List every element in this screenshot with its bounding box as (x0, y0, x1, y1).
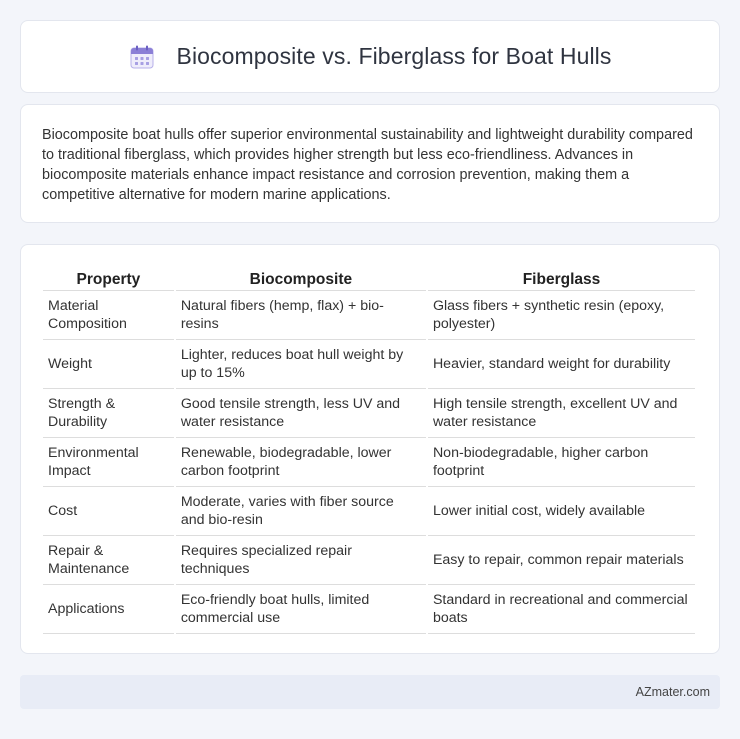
comparison-table (41, 265, 697, 634)
calendar-icon (129, 44, 155, 70)
header-property: Property (43, 265, 174, 291)
property-cell: Applications (43, 585, 174, 634)
fiberglass-cell: Glass fibers + synthetic resin (epoxy, polyester) (428, 291, 695, 340)
comparison-card (20, 244, 720, 654)
fiberglass-cell: Easy to repair, common repair materials (428, 536, 695, 585)
table-row (43, 438, 695, 487)
property-cell: Repair & Maintenance (43, 536, 174, 585)
footer (20, 675, 720, 709)
table-row (43, 389, 695, 438)
table-header-row (43, 265, 695, 291)
fiberglass-cell: Heavier, standard weight for durability (428, 340, 695, 389)
footer-brand[interactable]: AZmater.com (635, 685, 710, 699)
biocomposite-cell: Eco-friendly boat hulls, limited commercial use (176, 585, 426, 634)
biocomposite-cell: Good tensile strength, less UV and water resistance (176, 389, 426, 438)
page-title: Biocomposite vs. Fiberglass for Boat Hulls (176, 43, 612, 69)
table-row (43, 536, 695, 585)
biocomposite-cell: Moderate, varies with fiber source and bio-resin (176, 487, 426, 536)
intro-card (20, 104, 720, 223)
biocomposite-cell: Requires specialized repair techniques (176, 536, 426, 585)
property-cell: Environmental Impact (43, 438, 174, 487)
table-row (43, 487, 695, 536)
biocomposite-cell: Lighter, reduces boat hull weight by up to 15% (176, 340, 426, 389)
table-row (43, 291, 695, 340)
title-card (20, 20, 720, 93)
fiberglass-cell: Lower initial cost, widely available (428, 487, 695, 536)
header-biocomposite: Biocomposite (176, 265, 426, 291)
property-cell: Strength & Durability (43, 389, 174, 438)
table-row (43, 585, 695, 634)
property-cell: Cost (43, 487, 174, 536)
fiberglass-cell: Non-biodegradable, higher carbon footprint (428, 438, 695, 487)
property-cell: Weight (43, 340, 174, 389)
biocomposite-cell: Natural fibers (hemp, flax) + bio-resins (176, 291, 426, 340)
table-row (43, 340, 695, 389)
fiberglass-cell: High tensile strength, excellent UV and water resistance (428, 389, 695, 438)
property-cell: Material Composition (43, 291, 174, 340)
header-fiberglass: Fiberglass (428, 265, 695, 291)
fiberglass-cell: Standard in recreational and commercial boats (428, 585, 695, 634)
intro-text: Biocomposite boat hulls offer superior environmental sustainability and lightweight durability compared to traditional fiberglass, which provides higher strength but less eco-friendliness. Advances in biocomposite materials enhance impact resistance and corrosion prevention, making them a competitive alternative for modern marine applications. (42, 127, 693, 203)
biocomposite-cell: Renewable, biodegradable, lower carbon footprint (176, 438, 426, 487)
